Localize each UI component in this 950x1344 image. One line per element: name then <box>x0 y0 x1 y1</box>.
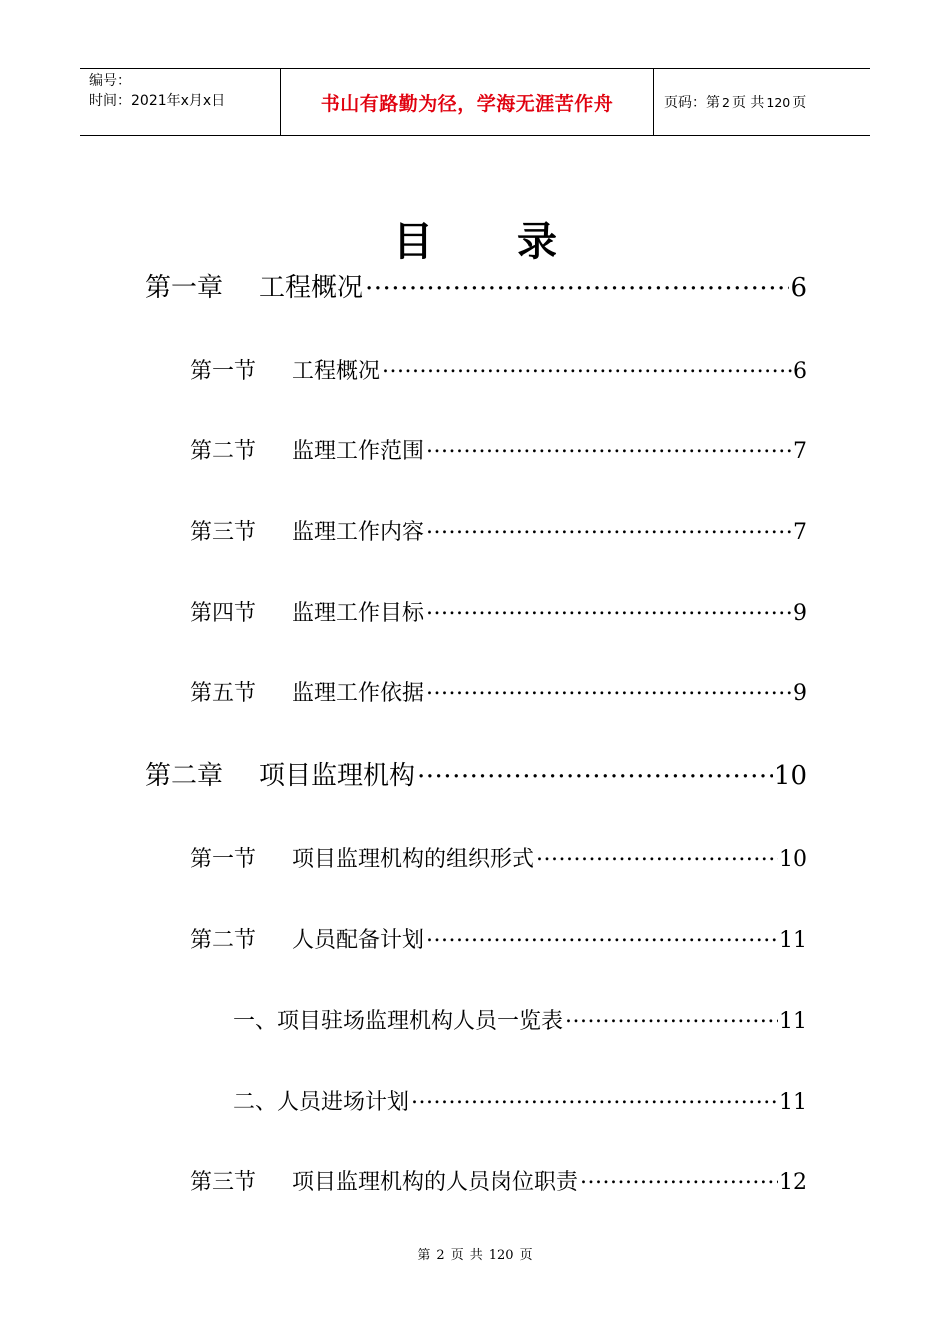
toc-leader-dots <box>534 844 778 866</box>
footer-text: 页 <box>450 1248 464 1263</box>
toc-leader-dots <box>424 598 792 620</box>
toc-entry-page: 12 <box>779 1170 807 1195</box>
toc-leader-dots <box>563 1006 778 1028</box>
header-page-prefix: 页码：第 <box>664 95 720 111</box>
toc-title <box>0 210 950 267</box>
footer-text: 页 <box>519 1248 533 1263</box>
toc-entry-text: 监理工作依据 <box>292 681 425 706</box>
toc-leader-dots <box>424 678 792 700</box>
toc-entry-section[interactable] <box>190 676 807 706</box>
toc-entry-number: 第三节 <box>190 1170 257 1195</box>
document-date: 时间：2021年x月x日 <box>89 93 226 109</box>
toc-entry-page: 11 <box>779 1009 807 1034</box>
toc-entry-section[interactable] <box>190 1165 807 1195</box>
toc-entry-number: 第二节 <box>190 928 257 953</box>
toc-leader-dots <box>363 270 789 296</box>
toc-entry-section[interactable] <box>190 434 807 464</box>
toc-entry-subsection[interactable] <box>233 1004 807 1034</box>
toc-entry-page: 10 <box>773 761 807 789</box>
header-page-current: 2 <box>722 94 730 110</box>
toc-entry-section[interactable] <box>190 842 807 872</box>
toc-entry-page: 7 <box>793 439 807 464</box>
toc-entry-text: 项目监理机构 <box>259 761 416 789</box>
toc-entry-text: 一、项目驻场监理机构人员一览表 <box>233 1009 564 1034</box>
toc-entry-text: 工程概况 <box>292 359 381 384</box>
toc-entry-text: 项目监理机构的组织形式 <box>292 847 535 872</box>
toc-entry-number: 第三节 <box>190 520 257 545</box>
header-page-info <box>654 69 870 135</box>
toc-entry-number: 第一节 <box>190 847 257 872</box>
toc-entry-text: 人员配备计划 <box>292 928 425 953</box>
footer-page-current: 2 <box>436 1248 445 1263</box>
toc-entry-chapter[interactable] <box>145 267 807 301</box>
toc-entry-text: 监理工作内容 <box>292 520 425 545</box>
header-page-suffix: 页 <box>792 95 807 111</box>
toc-entry-page: 9 <box>793 601 807 626</box>
footer-text: 共 <box>469 1248 483 1263</box>
toc-leader-dots <box>578 1167 778 1189</box>
toc-entry-chapter[interactable] <box>145 755 807 789</box>
toc-entry-text: 工程概况 <box>259 273 364 301</box>
toc-leader-dots <box>380 356 792 378</box>
header-motto: 书山有路勤为径，学海无涯苦作舟 <box>281 69 654 135</box>
toc-entry-subsection[interactable] <box>233 1085 807 1115</box>
toc-entry-text: 监理工作目标 <box>292 601 425 626</box>
footer-text: 第 <box>417 1248 431 1263</box>
toc-entry-number: 第二章 <box>145 761 224 789</box>
toc-entry-page: 10 <box>779 847 807 872</box>
toc-entry-page: 11 <box>779 928 807 953</box>
document-number-label: 编号： <box>89 73 131 89</box>
toc-leader-dots <box>424 925 778 947</box>
toc-title-char-1: 目 <box>393 219 433 265</box>
toc-leader-dots <box>409 1087 778 1109</box>
toc-entry-section[interactable] <box>190 354 807 384</box>
toc-entry-page: 7 <box>793 520 807 545</box>
footer-page-total: 120 <box>488 1248 514 1263</box>
toc-entry-section[interactable] <box>190 923 807 953</box>
toc-leader-dots <box>424 436 792 458</box>
toc-entry-page: 6 <box>793 359 807 384</box>
page-footer <box>0 1244 950 1263</box>
toc-title-char-2: 录 <box>517 219 557 265</box>
toc-entry-number: 第五节 <box>190 681 257 706</box>
toc-entry-number: 第二节 <box>190 439 257 464</box>
toc-entry-number: 第一章 <box>145 273 224 301</box>
toc-entry-page: 9 <box>793 681 807 706</box>
toc-entry-number: 第四节 <box>190 601 257 626</box>
toc-leader-dots <box>415 758 773 784</box>
header-page-mid: 页 共 <box>731 95 765 111</box>
header-meta-cell <box>80 69 281 135</box>
toc-entry-text: 二、人员进场计划 <box>233 1090 410 1115</box>
toc-entry-section[interactable] <box>190 515 807 545</box>
toc-entry-section[interactable] <box>190 596 807 626</box>
toc-entry-text: 项目监理机构的人员岗位职责 <box>292 1170 579 1195</box>
toc-entry-number: 第一节 <box>190 359 257 384</box>
toc-entry-page: 11 <box>779 1090 807 1115</box>
toc-entry-text: 监理工作范围 <box>292 439 425 464</box>
document-header <box>80 68 870 136</box>
header-page-total: 120 <box>766 94 791 110</box>
toc-entry-page: 6 <box>790 273 807 301</box>
toc-leader-dots <box>424 517 792 539</box>
